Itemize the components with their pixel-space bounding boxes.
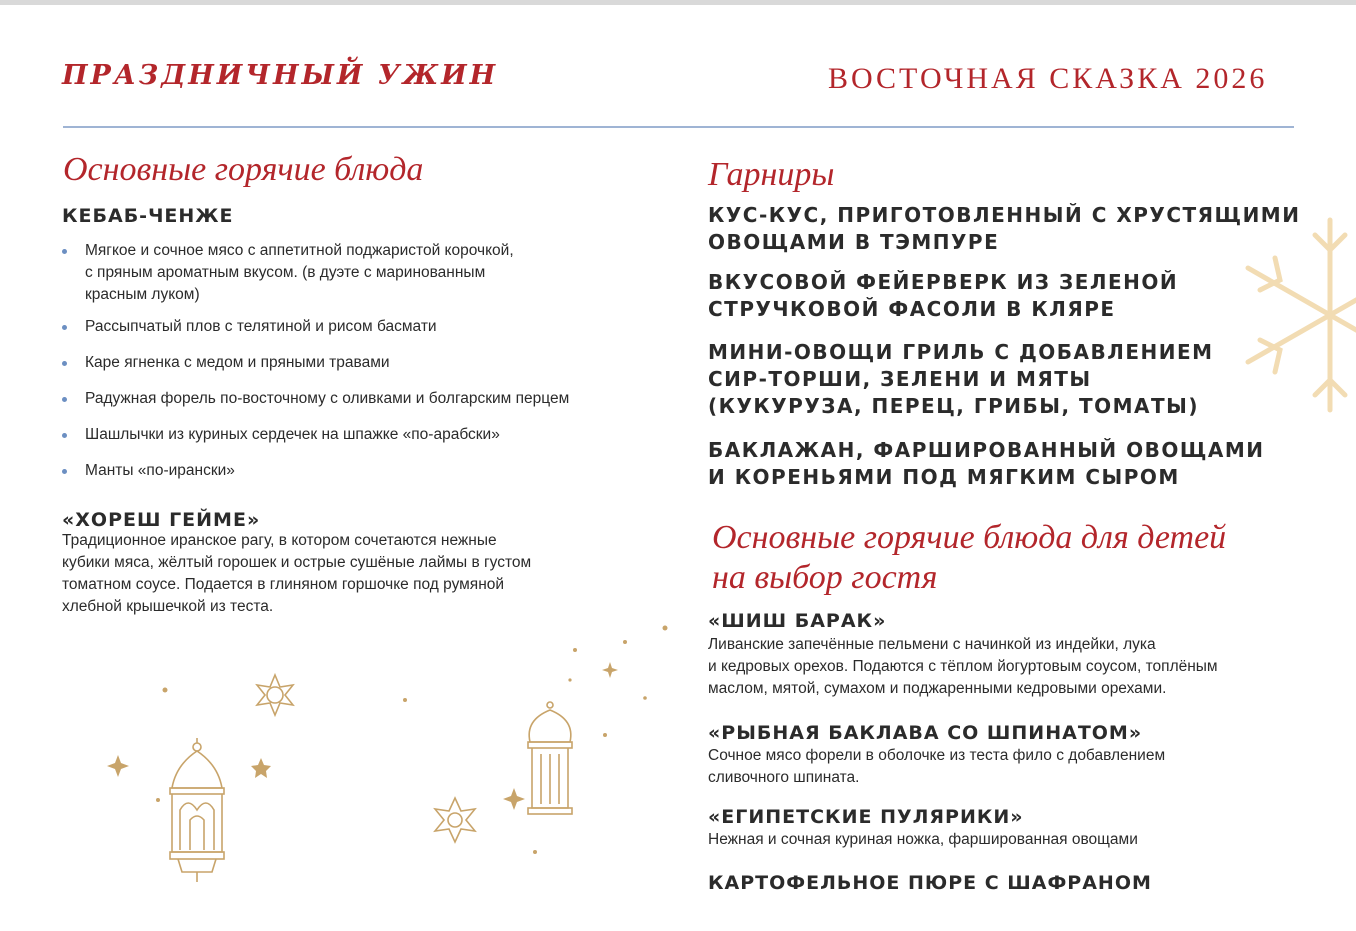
list-item-line: Манты «по-ирански» xyxy=(85,462,235,479)
star-icon xyxy=(251,758,271,778)
header-divider xyxy=(63,126,1294,128)
list-item xyxy=(60,316,700,338)
description-line: сливочного шпината. xyxy=(708,769,860,786)
oriental-ornaments xyxy=(100,620,700,920)
bullet-dot-icon xyxy=(62,469,67,474)
fish-baklava-title: «РЫБНАЯ БАКЛАВА СО ШПИНАТОМ» xyxy=(708,722,1143,744)
bullet-dot-icon xyxy=(62,397,67,402)
sparkle-icon xyxy=(602,662,618,678)
kebab-title: КЕБАБ-ЧЕНЖЕ xyxy=(62,205,234,227)
garnishes-heading: Гарниры xyxy=(708,156,835,193)
egyptian-poulard-description xyxy=(708,829,1308,851)
garnish-line: И КОРЕНЬЯМИ ПОД МЯГКИМ СЫРОМ xyxy=(708,465,1180,489)
khoresh-description xyxy=(62,530,702,618)
main-dishes-heading: Основные горячие блюда xyxy=(63,151,424,188)
description-line: и кедровых орехов. Подаются с тёплом йогуртовым соусом, топлёным xyxy=(708,658,1218,675)
garnish-item xyxy=(708,437,1308,491)
garnish-line: БАКЛАЖАН, ФАРШИРОВАННЫЙ ОВОЩАМИ xyxy=(708,438,1265,462)
kids-heading xyxy=(712,518,1226,598)
sparkle-icon xyxy=(107,755,129,777)
description-line: маслом, мятой, сумахом и поджаренными кедровыми орехами. xyxy=(708,680,1167,697)
top-border xyxy=(0,0,1356,5)
bullet-dot-icon xyxy=(62,325,67,330)
garnish-line: СТРУЧКОВОЙ ФАСОЛИ В КЛЯРЕ xyxy=(708,297,1116,321)
kids-heading-line: на выбор гостя xyxy=(712,559,938,596)
garnish-line: КУС-КУС, ПРИГОТОВЛЕННЫЙ С ХРУСТЯЩИМИ xyxy=(708,203,1301,227)
lantern-icon xyxy=(528,702,572,814)
description-line: кубики мяса, жёлтый горошек и острые сушёные лаймы в густом xyxy=(62,554,532,571)
description-line: Сочное мясо форели в оболочке из теста фило с добавлением xyxy=(708,747,1166,764)
garnish-item xyxy=(708,339,1308,420)
khoresh-title: «ХОРЕШ ГЕЙМЕ» xyxy=(62,509,261,531)
bullet-dot-icon xyxy=(62,249,67,254)
lantern-icon xyxy=(170,738,224,882)
main-dishes-list xyxy=(60,240,700,482)
list-item-line: Мягкое и сочное мясо с аппетитной поджаристой корочкой, xyxy=(85,242,514,259)
description-line: Ливанские запечённые пельмени с начинкой из индейки, лука xyxy=(708,636,1156,653)
garnish-line: СИР-ТОРШИ, ЗЕЛЕНИ И МЯТЫ xyxy=(708,367,1092,391)
list-item-line: Шашлычки из куриных сердечек на шпажке «по-арабски» xyxy=(85,426,500,443)
shish-barak-title: «ШИШ БАРАК» xyxy=(708,610,887,632)
list-item xyxy=(60,352,700,374)
list-item xyxy=(60,460,700,482)
kids-heading-line: Основные горячие блюда для детей xyxy=(712,519,1227,556)
description-line: хлебной крышечкой из теста. xyxy=(62,598,274,615)
list-item-line: красным луком) xyxy=(85,286,200,303)
shish-barak-description xyxy=(708,634,1308,700)
list-item-line: Рассыпчатый плов с телятиной и рисом басмати xyxy=(85,318,437,335)
garnish-line: ОВОЩАМИ В ТЭМПУРЕ xyxy=(708,230,1000,254)
list-item-line: Каре ягненка с медом и пряными травами xyxy=(85,354,390,371)
saffron-puree-title: КАРТОФЕЛЬНОЕ ПЮРЕ С ШАФРАНОМ xyxy=(708,872,1152,894)
list-item-line: с пряным ароматным вкусом. (в дуэте с маринованным xyxy=(85,264,486,281)
list-item xyxy=(60,240,700,306)
garnish-line: ВКУСОВОЙ ФЕЙЕРВЕРК ИЗ ЗЕЛЕНОЙ xyxy=(708,270,1179,294)
description-line: Нежная и сочная куриная ножка, фаршированная овощами xyxy=(708,831,1138,848)
flower-ornament-icon xyxy=(257,675,293,715)
sparkle-icon xyxy=(503,788,525,810)
garnish-item xyxy=(708,269,1308,323)
menu-subtitle: ВОСТОЧНАЯ СКАЗКА 2026 xyxy=(828,62,1268,95)
description-line: Традиционное иранское рагу, в котором сочетаются нежные xyxy=(62,532,497,549)
egyptian-poulard-title: «ЕГИПЕТСКИЕ ПУЛЯРИКИ» xyxy=(708,806,1024,828)
garnish-line: (КУКУРУЗА, ПЕРЕЦ, ГРИБЫ, ТОМАТЫ) xyxy=(708,394,1200,418)
list-item xyxy=(60,388,700,410)
bullet-dot-icon xyxy=(62,361,67,366)
bullet-dot-icon xyxy=(62,433,67,438)
garnish-item xyxy=(708,202,1308,256)
list-item-line: Радужная форель по-восточному с оливками и болгарским перцем xyxy=(85,390,570,407)
menu-title: ПРАЗДНИЧНЫЙ УЖИН xyxy=(62,60,499,91)
description-line: томатном соусе. Подается в глиняном горшочке под румяной xyxy=(62,576,505,593)
flower-ornament-icon xyxy=(435,798,475,842)
ornament-artwork xyxy=(100,620,700,920)
fish-baklava-description xyxy=(708,745,1308,789)
garnish-line: МИНИ-ОВОЩИ ГРИЛЬ С ДОБАВЛЕНИЕМ xyxy=(708,340,1214,364)
list-item xyxy=(60,424,700,446)
